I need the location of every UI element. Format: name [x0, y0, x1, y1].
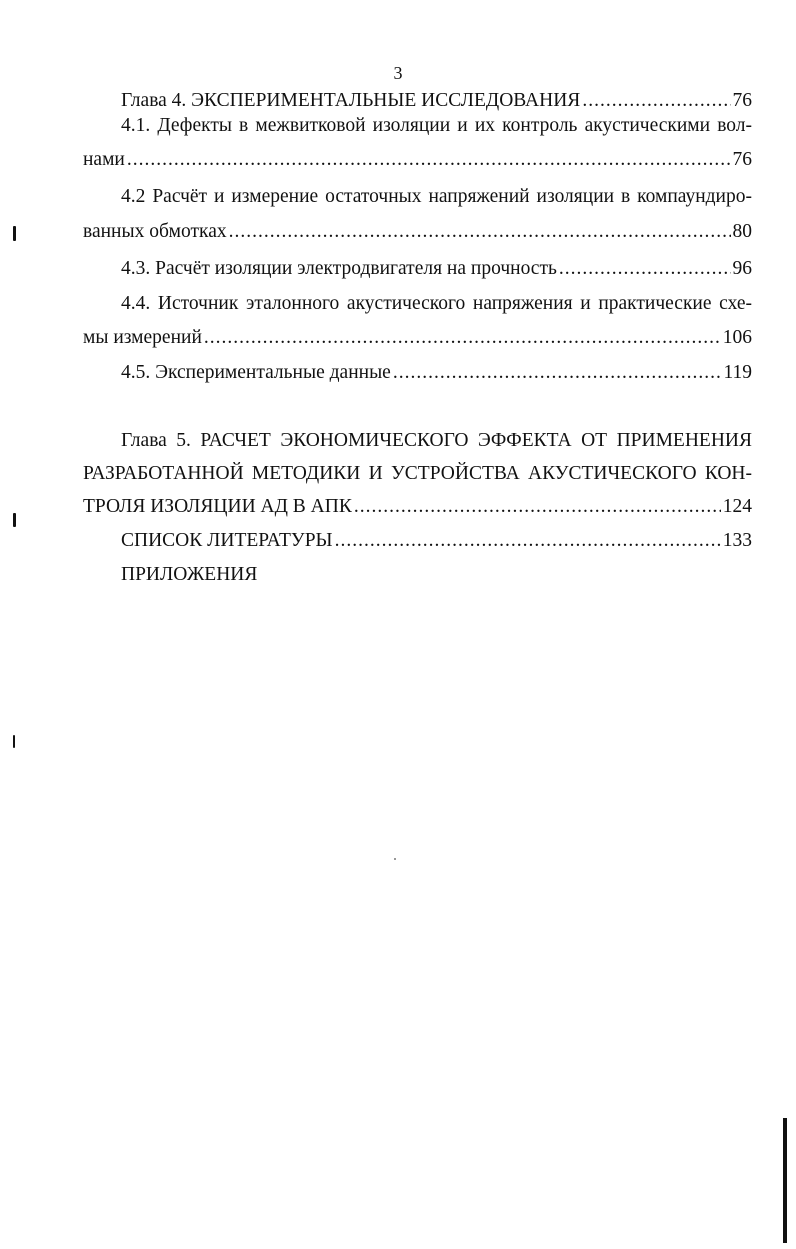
scan-speck [394, 858, 396, 860]
dot-leader [335, 528, 721, 554]
toc-entry-4-4-line1[interactable]: 4.4. Источник эталонного акустического напряжения и практические схе- [121, 293, 752, 314]
binding-hole-mark [13, 735, 15, 748]
dot-leader [229, 219, 731, 245]
toc-entry-title: ванных обмотках [83, 221, 227, 242]
toc-entry-references[interactable] [121, 528, 752, 554]
toc-entry-page: 124 [722, 496, 752, 517]
toc-entry-title: 4.5. Экспериментальные данные [121, 362, 391, 383]
scan-edge-bar [783, 1118, 787, 1243]
toc-entry-chapter-4[interactable] [121, 88, 752, 114]
toc-entry-page: 80 [732, 221, 752, 242]
toc-entry-4-1[interactable] [83, 147, 752, 173]
toc-entry-4-2[interactable] [83, 219, 752, 245]
toc-entry-chapter-5-line2[interactable]: РАЗРАБОТАННОЙ МЕТОДИКИ И УСТРОЙСТВА АКУСТИЧЕСКОГО КОН- [83, 463, 752, 484]
toc-entry-title: 4.3. Расчёт изоляции электродвигателя на прочность [121, 258, 557, 279]
toc-entry-chapter-5-line1[interactable]: Глава 5. РАСЧЕТ ЭКОНОМИЧЕСКОГО ЭФФЕКТА ОТ ПРИМЕНЕНИЯ [121, 430, 752, 451]
dot-leader [559, 256, 731, 282]
dot-leader [204, 325, 721, 351]
toc-entry-4-3[interactable] [121, 256, 752, 282]
toc-entry-appendices[interactable]: ПРИЛОЖЕНИЯ [121, 564, 258, 585]
toc-entry-chapter-5[interactable] [83, 494, 752, 520]
toc-entry-4-5[interactable] [121, 360, 752, 386]
toc-entry-page: 76 [732, 90, 752, 111]
dot-leader [582, 88, 730, 114]
toc-entry-page: 133 [722, 530, 752, 551]
toc-entry-title: нами [83, 149, 125, 170]
dot-leader [393, 360, 722, 386]
dot-leader [354, 494, 721, 520]
toc-entry-title: ТРОЛЯ ИЗОЛЯЦИИ АД В АПК [83, 496, 352, 517]
toc-entry-4-1-line1[interactable]: 4.1. Дефекты в межвитковой изоляции и их контроль акустическими вол- [121, 115, 752, 136]
toc-entry-title: мы измерений [83, 327, 202, 348]
toc-entry-page: 106 [722, 327, 752, 348]
dot-leader [127, 147, 731, 173]
binding-hole-mark [13, 513, 16, 527]
toc-entry-title: Глава 4. ЭКСПЕРИМЕНТАЛЬНЫЕ ИССЛЕДОВАНИЯ [121, 90, 581, 111]
toc-entry-page: 76 [732, 149, 752, 170]
toc-entry-4-2-line1[interactable]: 4.2 Расчёт и измерение остаточных напряжений изоляции в компаундиро- [121, 186, 752, 207]
toc-entry-4-4[interactable] [83, 325, 752, 351]
toc-entry-page: 96 [732, 258, 752, 279]
toc-entry-page: 119 [723, 362, 752, 383]
page-number: 3 [393, 63, 403, 83]
binding-hole-mark [13, 226, 16, 241]
toc-entry-title: СПИСОК ЛИТЕРАТУРЫ [121, 530, 333, 551]
